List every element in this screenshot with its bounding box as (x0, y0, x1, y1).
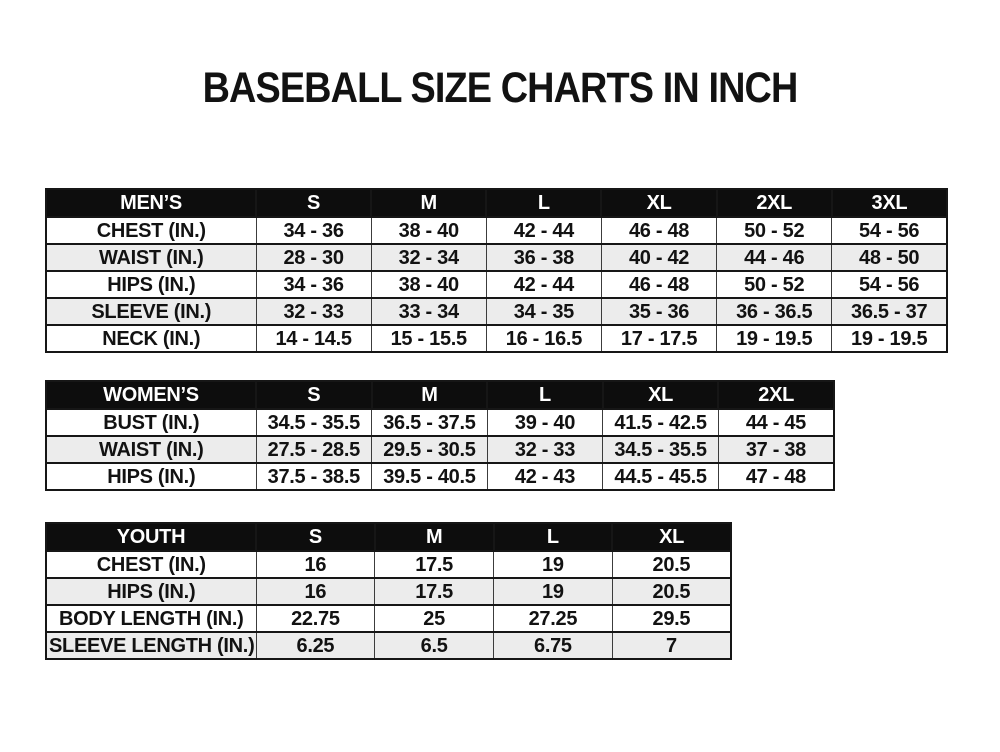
mens-cell-sleeve-in-3xl: 36.5 - 37 (832, 298, 947, 325)
mens-cell-hips-in-2xl: 50 - 52 (717, 271, 832, 298)
womens-size-table (45, 380, 835, 491)
mens-header-2xl: 2XL (717, 189, 832, 217)
youth-label-chest-in: CHEST (IN.) (46, 551, 256, 578)
youth-cell-hips-in-l: 19 (494, 578, 613, 605)
mens-row-sleeve-in (46, 298, 947, 325)
womens-header-title: WOMEN’S (46, 381, 256, 409)
mens-header-m: M (371, 189, 486, 217)
mens-cell-sleeve-in-l: 34 - 35 (486, 298, 601, 325)
womens-cell-hips-in-2xl: 47 - 48 (718, 463, 834, 490)
mens-cell-waist-in-2xl: 44 - 46 (717, 244, 832, 271)
mens-cell-sleeve-in-m: 33 - 34 (371, 298, 486, 325)
youth-header-title: YOUTH (46, 523, 256, 551)
mens-label-hips-in: HIPS (IN.) (46, 271, 256, 298)
mens-label-sleeve-in: SLEEVE (IN.) (46, 298, 256, 325)
womens-cell-waist-in-xl: 34.5 - 35.5 (603, 436, 719, 463)
mens-row-chest-in (46, 217, 947, 244)
mens-cell-chest-in-l: 42 - 44 (486, 217, 601, 244)
mens-header-row (46, 189, 947, 217)
mens-row-waist-in (46, 244, 947, 271)
mens-cell-chest-in-s: 34 - 36 (256, 217, 371, 244)
womens-cell-waist-in-2xl: 37 - 38 (718, 436, 834, 463)
youth-header-l: L (494, 523, 613, 551)
youth-header-xl: XL (612, 523, 731, 551)
womens-cell-waist-in-l: 32 - 33 (487, 436, 603, 463)
youth-row-chest-in (46, 551, 731, 578)
womens-label-bust-in: BUST (IN.) (46, 409, 256, 436)
mens-cell-sleeve-in-2xl: 36 - 36.5 (717, 298, 832, 325)
mens-size-table (45, 188, 948, 353)
youth-cell-hips-in-xl: 20.5 (612, 578, 731, 605)
womens-row-waist-in (46, 436, 834, 463)
womens-header-2xl: 2XL (718, 381, 834, 409)
mens-cell-chest-in-3xl: 54 - 56 (832, 217, 947, 244)
womens-cell-bust-in-m: 36.5 - 37.5 (372, 409, 488, 436)
womens-row-hips-in (46, 463, 834, 490)
youth-cell-chest-in-m: 17.5 (375, 551, 494, 578)
mens-header-l: L (486, 189, 601, 217)
mens-label-neck-in: NECK (IN.) (46, 325, 256, 352)
youth-label-hips-in: HIPS (IN.) (46, 578, 256, 605)
youth-label-sleeve-length-in: SLEEVE LENGTH (IN.) (46, 632, 256, 659)
mens-row-neck-in (46, 325, 947, 352)
youth-cell-sleeve-length-in-l: 6.75 (494, 632, 613, 659)
youth-size-table (45, 522, 732, 660)
mens-cell-waist-in-l: 36 - 38 (486, 244, 601, 271)
womens-cell-bust-in-xl: 41.5 - 42.5 (603, 409, 719, 436)
womens-label-waist-in: WAIST (IN.) (46, 436, 256, 463)
youth-cell-chest-in-xl: 20.5 (612, 551, 731, 578)
womens-cell-bust-in-l: 39 - 40 (487, 409, 603, 436)
mens-cell-neck-in-xl: 17 - 17.5 (601, 325, 716, 352)
mens-cell-waist-in-3xl: 48 - 50 (832, 244, 947, 271)
youth-cell-chest-in-l: 19 (494, 551, 613, 578)
mens-row-hips-in (46, 271, 947, 298)
page-title: BASEBALL SIZE CHARTS IN INCH (202, 64, 798, 112)
mens-label-waist-in: WAIST (IN.) (46, 244, 256, 271)
youth-cell-hips-in-m: 17.5 (375, 578, 494, 605)
mens-cell-hips-in-s: 34 - 36 (256, 271, 371, 298)
womens-header-row (46, 381, 834, 409)
youth-cell-hips-in-s: 16 (256, 578, 375, 605)
youth-header-s: S (256, 523, 375, 551)
mens-cell-hips-in-xl: 46 - 48 (601, 271, 716, 298)
mens-label-chest-in: CHEST (IN.) (46, 217, 256, 244)
womens-cell-hips-in-m: 39.5 - 40.5 (372, 463, 488, 490)
mens-cell-waist-in-xl: 40 - 42 (601, 244, 716, 271)
womens-cell-waist-in-s: 27.5 - 28.5 (256, 436, 372, 463)
youth-row-sleeve-length-in (46, 632, 731, 659)
mens-cell-hips-in-m: 38 - 40 (371, 271, 486, 298)
youth-cell-sleeve-length-in-s: 6.25 (256, 632, 375, 659)
mens-cell-sleeve-in-xl: 35 - 36 (601, 298, 716, 325)
womens-cell-bust-in-s: 34.5 - 35.5 (256, 409, 372, 436)
mens-header-s: S (256, 189, 371, 217)
womens-cell-hips-in-l: 42 - 43 (487, 463, 603, 490)
womens-label-hips-in: HIPS (IN.) (46, 463, 256, 490)
youth-cell-sleeve-length-in-m: 6.5 (375, 632, 494, 659)
youth-cell-body-length-in-xl: 29.5 (612, 605, 731, 632)
youth-cell-body-length-in-m: 25 (375, 605, 494, 632)
youth-row-hips-in (46, 578, 731, 605)
youth-header-row (46, 523, 731, 551)
mens-header-3xl: 3XL (832, 189, 947, 217)
youth-label-body-length-in: BODY LENGTH (IN.) (46, 605, 256, 632)
mens-cell-neck-in-s: 14 - 14.5 (256, 325, 371, 352)
mens-cell-chest-in-m: 38 - 40 (371, 217, 486, 244)
mens-cell-hips-in-3xl: 54 - 56 (832, 271, 947, 298)
mens-cell-chest-in-2xl: 50 - 52 (717, 217, 832, 244)
womens-header-s: S (256, 381, 372, 409)
mens-cell-waist-in-s: 28 - 30 (256, 244, 371, 271)
womens-cell-bust-in-2xl: 44 - 45 (718, 409, 834, 436)
youth-cell-body-length-in-s: 22.75 (256, 605, 375, 632)
youth-cell-chest-in-s: 16 (256, 551, 375, 578)
womens-cell-hips-in-s: 37.5 - 38.5 (256, 463, 372, 490)
mens-cell-neck-in-m: 15 - 15.5 (371, 325, 486, 352)
mens-header-title: MEN’S (46, 189, 256, 217)
mens-cell-waist-in-m: 32 - 34 (371, 244, 486, 271)
youth-header-m: M (375, 523, 494, 551)
womens-header-l: L (487, 381, 603, 409)
womens-header-xl: XL (603, 381, 719, 409)
youth-row-body-length-in (46, 605, 731, 632)
mens-cell-chest-in-xl: 46 - 48 (601, 217, 716, 244)
mens-cell-sleeve-in-s: 32 - 33 (256, 298, 371, 325)
mens-cell-neck-in-2xl: 19 - 19.5 (717, 325, 832, 352)
mens-cell-neck-in-l: 16 - 16.5 (486, 325, 601, 352)
womens-header-m: M (372, 381, 488, 409)
youth-cell-body-length-in-l: 27.25 (494, 605, 613, 632)
womens-cell-waist-in-m: 29.5 - 30.5 (372, 436, 488, 463)
womens-cell-hips-in-xl: 44.5 - 45.5 (603, 463, 719, 490)
womens-row-bust-in (46, 409, 834, 436)
mens-cell-neck-in-3xl: 19 - 19.5 (832, 325, 947, 352)
youth-cell-sleeve-length-in-xl: 7 (612, 632, 731, 659)
mens-header-xl: XL (601, 189, 716, 217)
mens-cell-hips-in-l: 42 - 44 (486, 271, 601, 298)
